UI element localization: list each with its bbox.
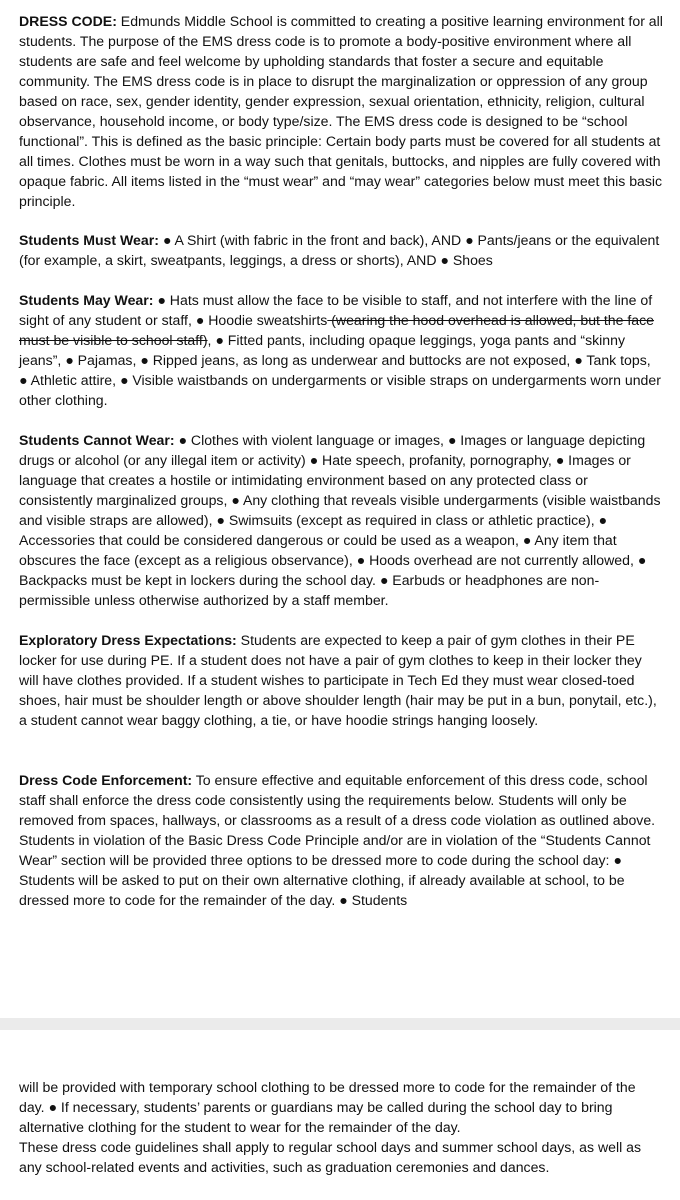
may-wear-struck-text: (wearing the hood overhead is allowed, but the face must be visible to school staff) [19,312,655,348]
must-wear-section [19,230,663,270]
exploratory-section [19,630,663,730]
dress-code-heading: DRESS CODE: [19,13,117,29]
cannot-wear-section [19,430,663,610]
may-wear-body-after: , ● Fitted pants, including opaque leggings, yoga pants and “skinny jeans”, ● Pajamas, ● Ripped jeans, as long as underwear and buttocks are not exposed, ● Tank tops, ● Athletic attire, ● Visible waistbands on undergarments or visible straps on undergarments worn under other clothing. [19,332,661,408]
cannot-wear-heading: Students Cannot Wear: [19,432,175,448]
cannot-wear-body: ● Clothes with violent language or images, ● Images or language depicting drugs or alcohol (or any illegal item or activity) ● Hate speech, profanity, pornography, ● Images or language that creates a hostile or intimidating environment based on any protected class or consistently marginalized groups, ● Any clothing that reveals visible undergarments (visible waistbands and visible straps are allowed), ● Swimsuits (except as required in class or athletic practice), ● Accessories that could be considered dangerous or could be used as a weapon, ● Any item that obscures the face (except as a religious observance), ● Hoods overhead are not currently allowed, ● Backpacks must be kept in lockers during the school day. ● Earbuds or headphones are non-permissible unless otherwise authorized by a staff member. [19,432,661,608]
enforcement-section [19,770,663,910]
enforcement-continuation: will be provided with temporary school clothing to be dressed more to code for the remainder of the day. ● If necessary, students’ parents or guardians may be called during the school day to bring alternative clothing for the student to wear for the remainder of the day. [19,1079,636,1135]
may-wear-section [19,290,663,410]
dress-code-body: Edmunds Middle School is committed to creating a positive learning environment for all students. The purpose of the EMS dress code is to promote a body-positive environment where all students are safe and feel welcome by upholding standards that foster a secure and equitable community. The EMS dress code is in place to disrupt the marginalization or oppression of any group based on race, sex, gender identity, gender expression, sexual orientation, ethnicity, religion, cultural observance, household income, or body type/size. The EMS dress code is designed to be “school functional”. This is defined as the basic principle: Certain body parts must be covered for all students at all times. Clothes must be worn in a way such that genitals, buttocks, and nipples are fully covered with opaque fabric. All items listed in the “must wear” and “may wear” categories below must meet this basic principle. [19,13,663,209]
enforcement-body: To ensure effective and equitable enforcement of this dress code, school staff shall enforce the dress code consistently using the requirements below. Students will only be removed from spaces, hallways, or classrooms as a result of a dress code violation as outlined above. Students in violation of the Basic Dress Code Principle and/or are in violation of the “Students Cannot Wear” section will be provided three options to be dressed more to code during the school day: ● Students will be asked to put on their own alternative clothing, if already available at school, to be dressed more to code for the remainder of the day. ● Students [19,772,656,908]
exploratory-body: Students are expected to keep a pair of gym clothes in their PE locker for use during PE. If a student does not have a pair of gym clothes to keep in their locker they will have clothes provided. If a student wishes to participate in Tech Ed they must wear closed-toed shoes, hair must be shoulder length or above shoulder length (hair may be put in a bun, ponytail, etc.), a student cannot wear baggy clothing, a tie, or have hoodie strings hanging loosely. [19,632,657,728]
guidelines-scope-paragraph: These dress code guidelines shall apply to regular school days and summer school days, as well as any school-related events and activities, such as graduation ceremonies and dances. [19,1139,642,1175]
dress-code-section [19,11,663,211]
may-wear-heading: Students May Wear: [19,292,154,308]
page-break [0,1018,680,1030]
may-wear-body-before: ● Hats must allow the face to be visible to staff, and not interfere with the line of sight of any student or staff, ● Hoodie sweatshirts [19,292,653,328]
must-wear-body: ● A Shirt (with fabric in the front and back), AND ● Pants/jeans or the equivalent (for example, a skirt, sweatpants, leggings, a dress or shorts), AND ● Shoes [19,232,660,268]
exploratory-heading: Exploratory Dress Expectations: [19,632,237,648]
enforcement-heading: Dress Code Enforcement: [19,772,193,788]
must-wear-heading: Students Must Wear: [19,232,159,248]
